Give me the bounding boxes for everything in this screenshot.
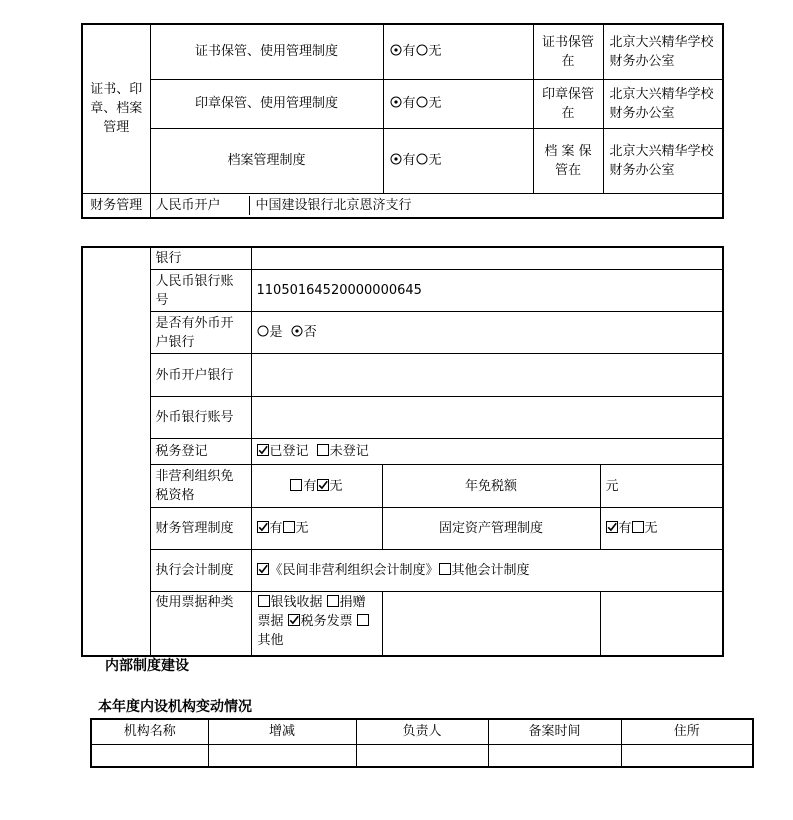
left-blank-cell bbox=[82, 247, 150, 656]
blank-cell bbox=[600, 592, 723, 656]
checkbox-label: 其他 bbox=[257, 633, 284, 648]
has-none-radio-group bbox=[383, 128, 533, 193]
rmb-account-cell bbox=[150, 193, 723, 218]
checkbox-empty-icon[interactable] bbox=[290, 479, 302, 491]
finance-label: 财务管理 bbox=[82, 193, 150, 218]
radio-label: 否 bbox=[303, 325, 317, 340]
receipt-types-checkbox-group bbox=[251, 592, 382, 656]
checkbox-checked-icon[interactable] bbox=[257, 563, 269, 575]
nonprofit-tax-exempt-label: 非营利组织免税资格 bbox=[150, 465, 251, 508]
fixed-asset-label: 固定资产管理制度 bbox=[382, 508, 600, 550]
checkbox-label: 有 bbox=[303, 478, 317, 494]
accounting-system-checkbox-group bbox=[251, 550, 723, 592]
location-label: 证书保管在 bbox=[533, 24, 603, 79]
rmb-account-label: 人民币开户 bbox=[151, 196, 250, 215]
section-title: 内部制度建设 bbox=[105, 658, 189, 674]
column-header: 备案时间 bbox=[488, 719, 621, 744]
radio-label: 无 bbox=[428, 44, 442, 60]
foreign-bank-label: 外币开户银行 bbox=[150, 354, 251, 397]
table-header-row bbox=[91, 719, 753, 744]
nonprofit-checkbox-group bbox=[251, 465, 382, 508]
table-row bbox=[82, 312, 723, 354]
table-cell[interactable] bbox=[208, 744, 356, 767]
blank-cell bbox=[382, 592, 600, 656]
checkbox-label: 无 bbox=[644, 521, 658, 536]
checkbox-empty-icon[interactable] bbox=[258, 595, 270, 607]
foreign-account-label: 外币银行账号 bbox=[150, 397, 251, 439]
checkbox-checked-icon[interactable] bbox=[257, 444, 269, 456]
item-label: 证书保管、使用管理制度 bbox=[150, 24, 383, 79]
financial-system-checkbox-group bbox=[251, 508, 382, 550]
bank-continued-value bbox=[251, 247, 723, 270]
checkbox-checked-icon[interactable] bbox=[288, 614, 300, 626]
financial-system-label: 财务管理制度 bbox=[150, 508, 251, 550]
rmb-account-number-label: 人民币银行账号 bbox=[150, 270, 251, 312]
column-header: 增减 bbox=[208, 719, 356, 744]
checkbox-empty-icon[interactable] bbox=[327, 595, 339, 607]
location-label: 印章保管在 bbox=[533, 79, 603, 128]
has-none-radio-group bbox=[383, 79, 533, 128]
table-cell[interactable] bbox=[488, 744, 621, 767]
tax-registration-checkbox-group bbox=[251, 439, 723, 465]
has-none-radio-group bbox=[383, 24, 533, 79]
radio-empty-icon[interactable] bbox=[416, 44, 428, 56]
location-value: 北京大兴精华学校财务办公室 bbox=[603, 79, 723, 128]
table-row bbox=[82, 354, 723, 397]
checkbox-empty-icon[interactable] bbox=[439, 563, 451, 575]
radio-selected-icon[interactable] bbox=[390, 44, 402, 56]
table-row bbox=[82, 193, 723, 218]
table-row bbox=[82, 439, 723, 465]
radio-label: 有 bbox=[402, 44, 416, 60]
table-row bbox=[82, 24, 723, 79]
checkbox-label: 税务发票 bbox=[300, 614, 353, 629]
rmb-account-value: 中国建设银行北京恩济支行 bbox=[255, 197, 412, 213]
table-row bbox=[82, 270, 723, 312]
annual-exempt-label: 年免税额 bbox=[382, 465, 600, 508]
table-row bbox=[82, 128, 723, 193]
location-value: 北京大兴精华学校财务办公室 bbox=[603, 128, 723, 193]
table-cell[interactable] bbox=[621, 744, 753, 767]
table-cell[interactable] bbox=[356, 744, 488, 767]
table-row bbox=[82, 465, 723, 508]
checkbox-empty-icon[interactable] bbox=[357, 614, 369, 626]
annual-exempt-unit: 元 bbox=[600, 465, 723, 508]
checkbox-empty-icon[interactable] bbox=[283, 521, 295, 533]
receipt-types-label: 使用票据种类 bbox=[150, 592, 251, 656]
radio-selected-icon[interactable] bbox=[390, 96, 402, 108]
radio-selected-icon[interactable] bbox=[390, 153, 402, 165]
checkbox-label: 无 bbox=[329, 478, 343, 494]
fixed-asset-checkbox-group bbox=[600, 508, 723, 550]
radio-selected-icon[interactable] bbox=[291, 325, 303, 337]
checkbox-checked-icon[interactable] bbox=[257, 521, 269, 533]
checkbox-empty-icon[interactable] bbox=[317, 444, 329, 456]
radio-label: 有 bbox=[402, 96, 416, 111]
checkbox-label: 已登记 bbox=[269, 444, 309, 459]
radio-label: 是 bbox=[269, 325, 283, 340]
table-row bbox=[82, 550, 723, 592]
subsection-title: 本年度内设机构变动情况 bbox=[98, 699, 252, 715]
item-label: 印章保管、使用管理制度 bbox=[150, 79, 383, 128]
checkbox-checked-icon[interactable] bbox=[606, 521, 618, 533]
column-header: 住所 bbox=[621, 719, 753, 744]
checkbox-checked-icon[interactable] bbox=[317, 479, 329, 491]
finance-details-table bbox=[81, 246, 724, 657]
table-row bbox=[82, 508, 723, 550]
column-header: 机构名称 bbox=[91, 719, 208, 744]
row-group-label: 证书、印章、档案管理 bbox=[82, 24, 150, 193]
table-row bbox=[91, 744, 753, 767]
certificates-seals-archives-table bbox=[81, 23, 724, 219]
foreign-account-value bbox=[251, 397, 723, 439]
radio-empty-icon[interactable] bbox=[416, 96, 428, 108]
table-row bbox=[82, 397, 723, 439]
foreign-bank-radio-group bbox=[251, 312, 723, 354]
radio-label: 无 bbox=[428, 153, 442, 168]
location-label: 档 案 保 管在 bbox=[533, 128, 603, 193]
rmb-account-number-value: 11050164520000000645 bbox=[251, 270, 723, 312]
checkbox-label: 捐赠票据 bbox=[257, 595, 366, 629]
tax-registration-label: 税务登记 bbox=[150, 439, 251, 465]
checkbox-label: 《民间非营利组织会计制度》 bbox=[269, 563, 439, 578]
institution-changes-table bbox=[90, 718, 754, 768]
accounting-system-label: 执行会计制度 bbox=[150, 550, 251, 592]
item-label: 档案管理制度 bbox=[150, 128, 383, 193]
column-header: 负责人 bbox=[356, 719, 488, 744]
checkbox-empty-icon[interactable] bbox=[632, 521, 644, 533]
checkbox-label: 有 bbox=[269, 521, 283, 536]
checkbox-label: 有 bbox=[618, 521, 632, 536]
checkbox-label: 其他会计制度 bbox=[451, 563, 530, 578]
table-row bbox=[82, 592, 723, 656]
radio-empty-icon[interactable] bbox=[257, 325, 269, 337]
location-value: 北京大兴精华学校财务办公室 bbox=[603, 24, 723, 79]
table-row bbox=[82, 247, 723, 270]
radio-label: 无 bbox=[428, 96, 442, 111]
checkbox-label: 无 bbox=[295, 521, 309, 536]
table-cell[interactable] bbox=[91, 744, 208, 767]
checkbox-label: 未登记 bbox=[329, 444, 369, 459]
foreign-bank-question-label: 是否有外币开户银行 bbox=[150, 312, 251, 354]
bank-continued-label: 银行 bbox=[150, 247, 251, 270]
table-row bbox=[82, 79, 723, 128]
radio-label: 有 bbox=[402, 153, 416, 168]
checkbox-label: 银钱收据 bbox=[270, 595, 323, 610]
radio-empty-icon[interactable] bbox=[416, 153, 428, 165]
foreign-bank-value bbox=[251, 354, 723, 397]
